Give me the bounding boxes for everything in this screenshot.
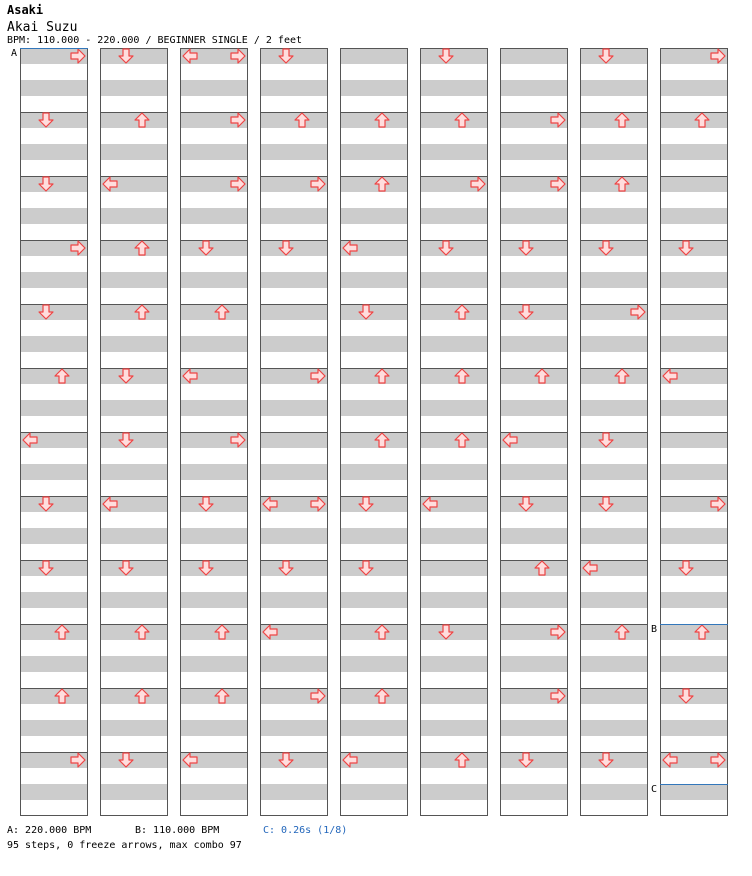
beat-stripe [340,48,408,64]
beat-stripe [340,144,408,160]
beat-stripe [420,368,488,384]
beat-stripe [580,272,648,288]
beat-stripe [340,720,408,736]
beat-stripe [580,80,648,96]
beat-stripe [260,560,328,576]
beat-stripe [660,304,728,320]
beat-stripe [500,752,568,768]
beat-stripe [580,112,648,128]
beat-stripe [100,144,168,160]
beat-stripe [420,752,488,768]
beat-stripe [580,464,648,480]
beat-stripe [660,592,728,608]
beat-stripe [100,528,168,544]
beat-stripe [580,496,648,512]
beat-stripe [20,400,88,416]
beat-stripe [260,784,328,800]
beat-stripe [340,208,408,224]
beat-stripe [500,80,568,96]
beat-stripe [100,752,168,768]
beat-stripe [260,720,328,736]
beat-stripe [580,592,648,608]
beat-stripe [100,400,168,416]
beat-stripe [500,304,568,320]
beat-stripe [340,80,408,96]
beat-stripe [20,304,88,320]
beat-stripe [660,528,728,544]
beat-stripe [660,144,728,160]
beat-stripe [580,624,648,640]
beat-stripe [100,336,168,352]
beat-stripe [660,112,728,128]
beat-stripe [100,48,168,64]
beat-stripe [340,336,408,352]
beat-stripe [20,624,88,640]
beat-stripe [660,272,728,288]
beat-stripe [660,176,728,192]
beat-stripe [180,304,248,320]
beat-stripe [260,112,328,128]
beat-stripe [20,528,88,544]
beat-stripe [100,720,168,736]
beat-stripe [260,304,328,320]
beat-stripe [500,464,568,480]
beat-stripe [20,656,88,672]
beat-stripe [660,80,728,96]
beat-stripe [500,496,568,512]
beat-stripe [180,592,248,608]
beat-stripe [340,656,408,672]
beat-stripe [100,464,168,480]
beat-stripe [20,784,88,800]
beat-stripe [340,496,408,512]
beat-stripe [420,784,488,800]
beat-stripe [420,208,488,224]
beat-stripe [420,592,488,608]
beat-stripe [100,432,168,448]
beat-stripe [20,688,88,704]
beat-stripe [500,368,568,384]
beat-stripe [660,720,728,736]
beat-stripe [20,208,88,224]
beat-stripe [500,240,568,256]
beat-stripe [420,48,488,64]
beat-stripe [340,368,408,384]
beat-stripe [340,176,408,192]
beat-stripe [260,528,328,544]
beat-stripe [100,80,168,96]
beat-stripe [20,176,88,192]
beat-stripe [500,272,568,288]
beat-stripe [260,48,328,64]
beat-stripe [20,80,88,96]
beat-stripe [660,432,728,448]
beat-stripe [580,720,648,736]
beat-stripe [100,368,168,384]
marker-label: A [11,48,18,59]
beat-stripe [660,784,728,800]
beat-stripe [420,432,488,448]
beat-stripe [580,240,648,256]
beat-stripe [580,176,648,192]
beat-stripe [660,240,728,256]
marker-label: B [651,624,658,635]
beat-stripe [260,144,328,160]
beat-stripe [580,432,648,448]
beat-stripe [100,656,168,672]
beat-stripe [340,560,408,576]
beat-stripe [580,368,648,384]
beat-stripe [20,592,88,608]
beat-stripe [180,336,248,352]
beat-stripe [340,112,408,128]
beat-stripe [260,752,328,768]
beat-stripe [20,560,88,576]
beat-stripe [660,656,728,672]
beat-stripe [420,240,488,256]
beat-stripe [100,112,168,128]
beat-stripe [420,560,488,576]
beat-stripe [500,784,568,800]
beat-stripe [180,560,248,576]
beat-stripe [340,528,408,544]
beat-stripe [260,592,328,608]
beat-stripe [260,400,328,416]
beat-stripe [580,144,648,160]
beat-stripe [180,144,248,160]
beat-stripe [20,496,88,512]
beat-stripe [340,304,408,320]
beat-stripe [500,48,568,64]
beat-stripe [580,656,648,672]
beat-stripe [260,208,328,224]
beat-stripe [580,528,648,544]
beat-stripe [420,624,488,640]
beat-stripe [660,400,728,416]
beat-stripe [580,752,648,768]
chart-meta: BPM: 110.000 - 220.000 / BEGINNER SINGLE / 2 feet [7,35,303,46]
beat-stripe [340,592,408,608]
beat-stripe [260,464,328,480]
beat-stripe [260,336,328,352]
beat-stripe [340,432,408,448]
beat-stripe [180,496,248,512]
beat-stripe [420,144,488,160]
beat-stripe [340,464,408,480]
beat-stripe [180,464,248,480]
song-title: Akai Suzu [7,20,78,35]
beat-stripe [20,144,88,160]
beat-stripe [580,688,648,704]
beat-stripe [500,656,568,672]
beat-stripe [260,432,328,448]
stop-legend-c: C: 0.26s (1/8) [263,825,348,836]
beat-stripe [500,144,568,160]
beat-stripe [580,784,648,800]
beat-stripe [20,720,88,736]
beat-stripe [100,624,168,640]
beat-stripe [180,688,248,704]
marker-label: C [651,784,658,795]
beat-stripe [420,720,488,736]
beat-stripe [100,208,168,224]
beat-stripe [260,80,328,96]
bpm-legend-a: A: 220.000 BPM [7,825,92,836]
beat-stripe [420,304,488,320]
beat-stripe [20,272,88,288]
beat-stripe [180,400,248,416]
beat-stripe [340,272,408,288]
beat-stripe [420,688,488,704]
beat-stripe [580,208,648,224]
beat-stripe [260,272,328,288]
beat-stripe [660,560,728,576]
beat-stripe [180,624,248,640]
beat-stripe [500,592,568,608]
artist-name: Asaki [7,3,44,17]
beat-stripe [260,656,328,672]
beat-stripe [500,560,568,576]
beat-stripe [420,112,488,128]
beat-stripe [180,784,248,800]
beat-stripe [420,80,488,96]
beat-stripe [580,400,648,416]
beat-stripe [100,240,168,256]
beat-stripe [580,48,648,64]
bpm-legend-b: B: 110.000 BPM [135,825,220,836]
beat-stripe [660,336,728,352]
beat-stripe [340,784,408,800]
chart-summary: 95 steps, 0 freeze arrows, max combo 97 [7,840,242,851]
beat-stripe [500,336,568,352]
beat-stripe [340,624,408,640]
beat-stripe [180,528,248,544]
beat-stripe [420,400,488,416]
beat-stripe [180,720,248,736]
beat-stripe [500,720,568,736]
beat-stripe [180,80,248,96]
beat-stripe [500,528,568,544]
beat-stripe [420,272,488,288]
beat-stripe [20,336,88,352]
beat-stripe [180,656,248,672]
beat-stripe [100,592,168,608]
beat-stripe [420,336,488,352]
beat-stripe [660,208,728,224]
beat-stripe [180,272,248,288]
beat-stripe [20,112,88,128]
beat-stripe [20,368,88,384]
beat-stripe [100,272,168,288]
beat-stripe [500,208,568,224]
beat-stripe [20,464,88,480]
beat-stripe [420,656,488,672]
beat-stripe [660,464,728,480]
beat-stripe [500,400,568,416]
beat-stripe [660,688,728,704]
beat-stripe [340,688,408,704]
beat-stripe [260,240,328,256]
beat-stripe [580,336,648,352]
beat-stripe [100,784,168,800]
beat-stripe [420,464,488,480]
beat-stripe [100,688,168,704]
beat-stripe [660,624,728,640]
beat-stripe [420,528,488,544]
beat-stripe [100,304,168,320]
beat-stripe [340,400,408,416]
beat-stripe [180,208,248,224]
beat-stripe [180,240,248,256]
beat-stripe [100,560,168,576]
